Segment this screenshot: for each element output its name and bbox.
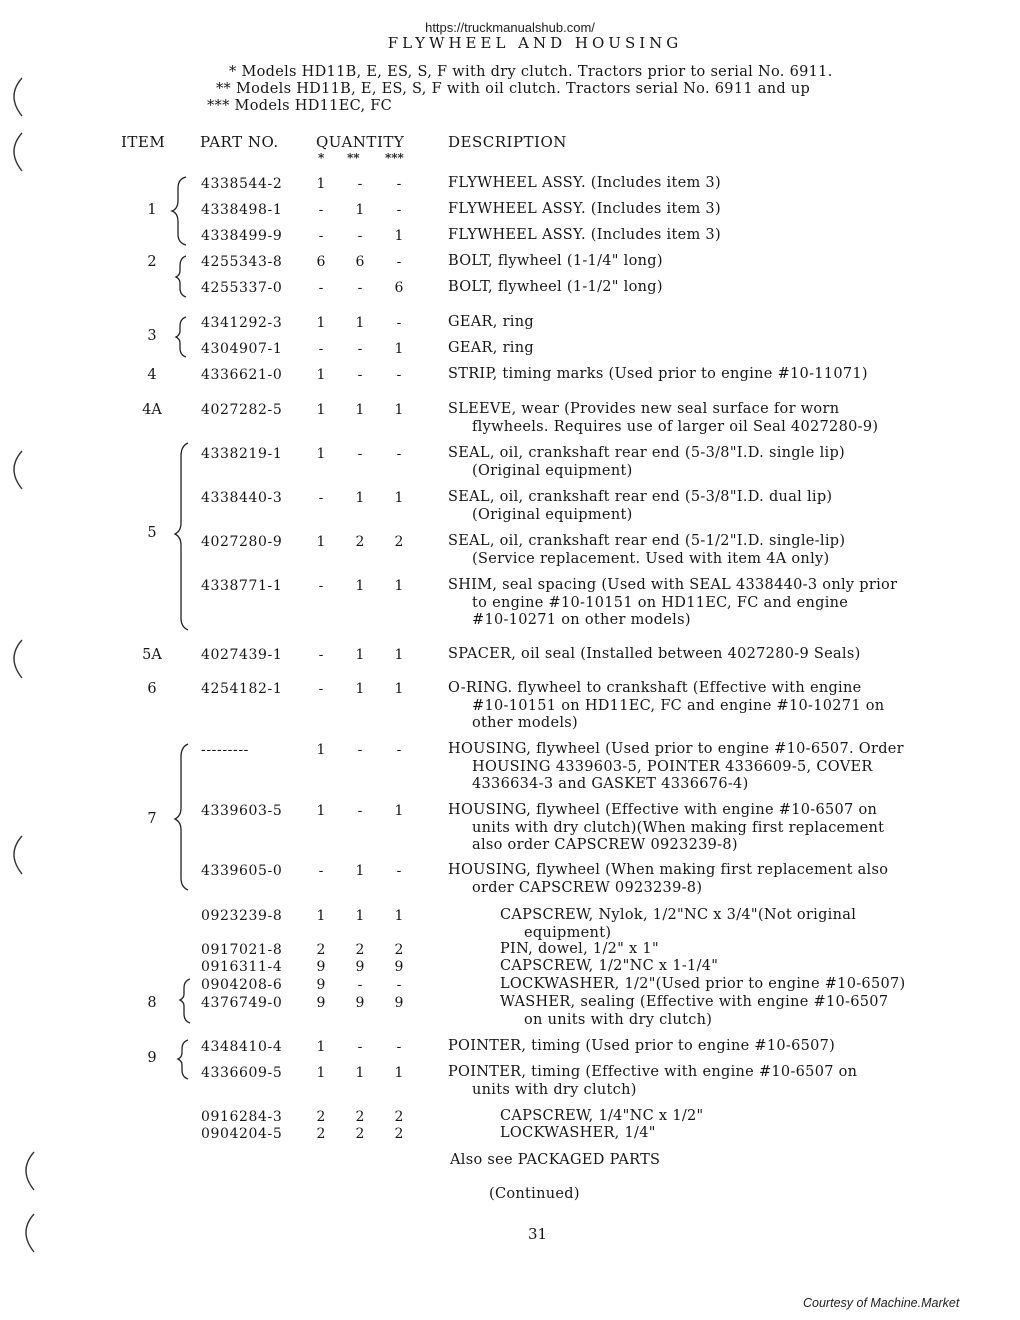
- qty-dry-clutch: 9: [316, 995, 326, 1011]
- qty-hd11ec-fc: -: [396, 863, 402, 879]
- binder-mark: [14, 78, 22, 116]
- qty-dry-clutch: 9: [316, 977, 326, 993]
- part-number: 4336609-5: [201, 1065, 283, 1081]
- part-number: 4255343-8: [201, 254, 283, 270]
- part-number: 4254182-1: [201, 681, 283, 697]
- description-line: HOUSING, flywheel (Effective with engine #10-6507 on: [448, 802, 878, 818]
- part-number: 0917021-8: [201, 942, 283, 958]
- binder-mark: [14, 133, 22, 171]
- binder-mark: [14, 451, 22, 489]
- qty-oil-clutch: 6: [355, 254, 365, 270]
- header-part-no: PART NO.: [200, 133, 279, 151]
- qty-oil-clutch: 2: [355, 942, 365, 958]
- item-number: 2: [147, 254, 157, 270]
- qty-dry-clutch: -: [318, 863, 324, 879]
- description-line: LOCKWASHER, 1/2"(Used prior to engine #10-6507): [500, 976, 906, 992]
- description-line: CAPSCREW, 1/4"NC x 1/2": [500, 1108, 704, 1124]
- qty-hd11ec-fc: -: [396, 202, 402, 218]
- description-continuation: (Original equipment): [472, 506, 633, 523]
- part-number: 0904208-6: [201, 977, 283, 993]
- qty-oil-clutch: -: [357, 367, 363, 383]
- qty-hd11ec-fc: 1: [394, 803, 404, 819]
- qty-dry-clutch: 1: [316, 534, 326, 550]
- qty-dry-clutch: 1: [316, 176, 326, 192]
- description-continuation: equipment): [524, 924, 612, 941]
- description-line: SPACER, oil seal (Installed between 4027280-9 Seals): [448, 646, 861, 662]
- qty-dry-clutch: 1: [316, 402, 326, 418]
- description-continuation: units with dry clutch): [472, 1081, 637, 1098]
- source-url[interactable]: https://truckmanualshub.com/: [425, 20, 595, 35]
- qty-hd11ec-fc: -: [396, 367, 402, 383]
- description-continuation: units with dry clutch)(When making first replacement: [472, 819, 885, 836]
- qty-hd11ec-fc: 1: [394, 578, 404, 594]
- qty-oil-clutch: -: [357, 803, 363, 819]
- qty-hd11ec-fc: 1: [394, 490, 404, 506]
- description-line: CAPSCREW, Nylok, 1/2"NC x 3/4"(Not original: [500, 907, 857, 923]
- see-also-note: Also see PACKAGED PARTS: [450, 1152, 661, 1168]
- part-number: 4339605-0: [201, 863, 283, 879]
- part-number: 4339603-5: [201, 803, 283, 819]
- qty-oil-clutch: 1: [355, 681, 365, 697]
- description-continuation: (Original equipment): [472, 462, 633, 479]
- binder-mark: [14, 836, 22, 874]
- description-line: FLYWHEEL ASSY. (Includes item 3): [448, 175, 721, 191]
- qty-oil-clutch: 2: [355, 1109, 365, 1125]
- qty-oil-clutch: 1: [355, 863, 365, 879]
- description-line: STRIP, timing marks (Used prior to engine #10-11071): [448, 366, 868, 382]
- part-number: 0904204-5: [201, 1126, 283, 1142]
- brace-item-2: [176, 256, 186, 297]
- qty-oil-clutch: 1: [355, 908, 365, 924]
- part-number: 4338771-1: [201, 578, 283, 594]
- description-continuation: to engine #10-10151 on HD11EC, FC and engine: [472, 594, 849, 611]
- header-qty-star-1: *: [318, 151, 325, 165]
- qty-hd11ec-fc: 1: [394, 647, 404, 663]
- part-number: 0916284-3: [201, 1109, 283, 1125]
- description-continuation: #10-10151 on HD11EC, FC and engine #10-10271 on: [472, 697, 885, 714]
- part-number: 4348410-4: [201, 1039, 283, 1055]
- item-number: 3: [147, 328, 157, 344]
- item-number: 7: [147, 811, 157, 827]
- item-number: 1: [147, 202, 157, 218]
- description-line: POINTER, timing (Effective with engine #10-6507 on: [448, 1064, 858, 1080]
- qty-dry-clutch: 1: [316, 367, 326, 383]
- qty-oil-clutch: 1: [355, 202, 365, 218]
- item-number: 4A: [142, 402, 162, 418]
- description-continuation: order CAPSCREW 0923239-8): [472, 879, 703, 896]
- header-item: ITEM: [121, 133, 166, 151]
- description-line: SEAL, oil, crankshaft rear end (5-3/8"I.D. dual lip): [448, 489, 833, 505]
- qty-oil-clutch: 1: [355, 1065, 365, 1081]
- qty-oil-clutch: -: [357, 280, 363, 296]
- credit-text: Courtesy of Machine.Market: [803, 1296, 960, 1310]
- item-number: 4: [147, 367, 157, 383]
- header-qty-star-2: **: [347, 151, 360, 165]
- qty-oil-clutch: -: [357, 742, 363, 758]
- qty-hd11ec-fc: -: [396, 742, 402, 758]
- qty-dry-clutch: 2: [316, 1126, 326, 1142]
- model-note-3: *** Models HD11EC, FC: [207, 98, 393, 114]
- qty-oil-clutch: 2: [355, 1126, 365, 1142]
- part-number: 4338498-1: [201, 202, 283, 218]
- part-number: 4338440-3: [201, 490, 283, 506]
- description-line: HOUSING, flywheel (Used prior to engine #10-6507. Order: [448, 741, 904, 757]
- part-number: 0916311-4: [201, 959, 283, 975]
- qty-oil-clutch: 9: [355, 995, 365, 1011]
- description-continuation: also order CAPSCREW 0923239-8): [472, 837, 738, 853]
- description-continuation: other models): [472, 715, 578, 731]
- qty-oil-clutch: 9: [355, 959, 365, 975]
- header-quantity: QUANTITY: [316, 133, 405, 151]
- brace-item-1: [172, 177, 186, 245]
- qty-dry-clutch: 1: [316, 742, 326, 758]
- description-line: SEAL, oil, crankshaft rear end (5-3/8"I.D. single lip): [448, 445, 846, 461]
- item-number: 5A: [142, 647, 162, 663]
- description-line: POINTER, timing (Used prior to engine #10-6507): [448, 1038, 836, 1054]
- qty-dry-clutch: -: [318, 490, 324, 506]
- qty-dry-clutch: 1: [316, 446, 326, 462]
- description-line: FLYWHEEL ASSY. (Includes item 3): [448, 227, 721, 243]
- description-line: GEAR, ring: [448, 314, 534, 330]
- qty-oil-clutch: -: [357, 176, 363, 192]
- qty-hd11ec-fc: -: [396, 446, 402, 462]
- part-number: 4255337-0: [201, 280, 283, 296]
- part-number: ---------: [201, 742, 249, 758]
- description-continuation: flywheels. Requires use of larger oil Seal 4027280-9): [472, 418, 879, 435]
- description-line: GEAR, ring: [448, 340, 534, 356]
- description-line: PIN, dowel, 1/2" x 1": [500, 941, 659, 957]
- qty-hd11ec-fc: -: [396, 977, 402, 993]
- qty-oil-clutch: -: [357, 1039, 363, 1055]
- part-number: 4336621-0: [201, 367, 283, 383]
- qty-oil-clutch: -: [357, 446, 363, 462]
- description-continuation: on units with dry clutch): [524, 1011, 713, 1028]
- description-line: SHIM, seal spacing (Used with SEAL 4338440-3 only prior: [448, 577, 898, 593]
- qty-dry-clutch: -: [318, 202, 324, 218]
- description-line: SLEEVE, wear (Provides new seal surface for worn: [448, 401, 840, 417]
- binder-mark: [14, 640, 22, 678]
- qty-dry-clutch: 9: [316, 959, 326, 975]
- qty-hd11ec-fc: -: [396, 315, 402, 331]
- brace-item-8: [180, 979, 190, 1023]
- qty-dry-clutch: 1: [316, 315, 326, 331]
- qty-hd11ec-fc: 1: [394, 1065, 404, 1081]
- description-line: LOCKWASHER, 1/4": [500, 1125, 656, 1141]
- qty-dry-clutch: 1: [316, 908, 326, 924]
- qty-dry-clutch: -: [318, 681, 324, 697]
- qty-hd11ec-fc: -: [396, 1039, 402, 1055]
- brace-item-3: [176, 317, 186, 357]
- qty-hd11ec-fc: 2: [394, 942, 404, 958]
- description-continuation: (Service replacement. Used with item 4A only): [472, 550, 830, 567]
- qty-oil-clutch: -: [357, 228, 363, 244]
- part-number: 4376749-0: [201, 995, 283, 1011]
- description-continuation: 4336634-3 and GASKET 4336676-4): [472, 776, 749, 792]
- brace-item-5: [175, 443, 188, 630]
- description-line: BOLT, flywheel (1-1/4" long): [448, 253, 663, 269]
- header-description: DESCRIPTION: [448, 133, 567, 151]
- part-number: 4304907-1: [201, 341, 283, 357]
- qty-oil-clutch: 1: [355, 315, 365, 331]
- qty-oil-clutch: 1: [355, 490, 365, 506]
- qty-hd11ec-fc: 1: [394, 228, 404, 244]
- qty-hd11ec-fc: 9: [394, 959, 404, 975]
- qty-oil-clutch: 2: [355, 534, 365, 550]
- qty-hd11ec-fc: 9: [394, 995, 404, 1011]
- qty-hd11ec-fc: -: [396, 176, 402, 192]
- continued-note: (Continued): [489, 1186, 580, 1202]
- qty-hd11ec-fc: 1: [394, 681, 404, 697]
- binder-mark: [26, 1152, 34, 1190]
- qty-dry-clutch: -: [318, 228, 324, 244]
- qty-dry-clutch: -: [318, 578, 324, 594]
- description-line: O-RING. flywheel to crankshaft (Effective with engine: [448, 680, 862, 696]
- item-number: 9: [147, 1050, 157, 1066]
- part-number: 4338544-2: [201, 176, 283, 192]
- qty-dry-clutch: 1: [316, 1065, 326, 1081]
- brace-item-7: [175, 744, 188, 890]
- description-line: WASHER, sealing (Effective with engine #10-6507: [500, 994, 889, 1010]
- page-number: 31: [528, 1225, 548, 1243]
- qty-dry-clutch: 2: [316, 942, 326, 958]
- description-continuation: #10-10271 on other models): [472, 612, 691, 628]
- qty-oil-clutch: 1: [355, 647, 365, 663]
- part-number: 4338219-1: [201, 446, 283, 462]
- qty-oil-clutch: 1: [355, 402, 365, 418]
- part-number: 4341292-3: [201, 315, 283, 331]
- qty-hd11ec-fc: 2: [394, 1126, 404, 1142]
- page-title: FLYWHEEL AND HOUSING: [387, 34, 683, 52]
- qty-dry-clutch: 1: [316, 803, 326, 819]
- description-line: FLYWHEEL ASSY. (Includes item 3): [448, 201, 721, 217]
- qty-hd11ec-fc: 1: [394, 341, 404, 357]
- part-number: 0923239-8: [201, 908, 283, 924]
- qty-hd11ec-fc: 6: [394, 280, 404, 296]
- header-qty-star-3: ***: [385, 151, 404, 165]
- description-line: SEAL, oil, crankshaft rear end (5-1/2"I.D. single-lip): [448, 533, 846, 549]
- part-number: 4027282-5: [201, 402, 283, 418]
- qty-hd11ec-fc: 2: [394, 534, 404, 550]
- qty-dry-clutch: -: [318, 280, 324, 296]
- model-note-2: ** Models HD11B, E, ES, S, F with oil clutch. Tractors serial No. 6911 and up: [216, 81, 811, 97]
- description-line: BOLT, flywheel (1-1/2" long): [448, 279, 663, 295]
- part-number: 4027439-1: [201, 647, 283, 663]
- qty-hd11ec-fc: -: [396, 254, 402, 270]
- qty-hd11ec-fc: 1: [394, 908, 404, 924]
- qty-dry-clutch: 2: [316, 1109, 326, 1125]
- brace-item-9: [178, 1040, 188, 1079]
- description-line: CAPSCREW, 1/2"NC x 1-1/4": [500, 958, 719, 974]
- qty-hd11ec-fc: 2: [394, 1109, 404, 1125]
- qty-oil-clutch: -: [357, 341, 363, 357]
- model-note-1: * Models HD11B, E, ES, S, F with dry clutch. Tractors prior to serial No. 6911.: [229, 64, 833, 80]
- item-number: 6: [147, 681, 157, 697]
- qty-dry-clutch: -: [318, 341, 324, 357]
- item-number: 8: [147, 995, 157, 1011]
- part-number: 4338499-9: [201, 228, 283, 244]
- description-line: HOUSING, flywheel (When making first replacement also: [448, 862, 889, 878]
- qty-dry-clutch: 1: [316, 1039, 326, 1055]
- qty-oil-clutch: 1: [355, 578, 365, 594]
- binder-mark: [26, 1214, 34, 1252]
- item-number: 5: [147, 525, 157, 541]
- qty-dry-clutch: -: [318, 647, 324, 663]
- description-continuation: HOUSING 4339603-5, POINTER 4336609-5, COVER: [472, 758, 873, 775]
- qty-hd11ec-fc: 1: [394, 402, 404, 418]
- part-number: 4027280-9: [201, 534, 283, 550]
- qty-dry-clutch: 6: [316, 254, 326, 270]
- qty-oil-clutch: -: [357, 977, 363, 993]
